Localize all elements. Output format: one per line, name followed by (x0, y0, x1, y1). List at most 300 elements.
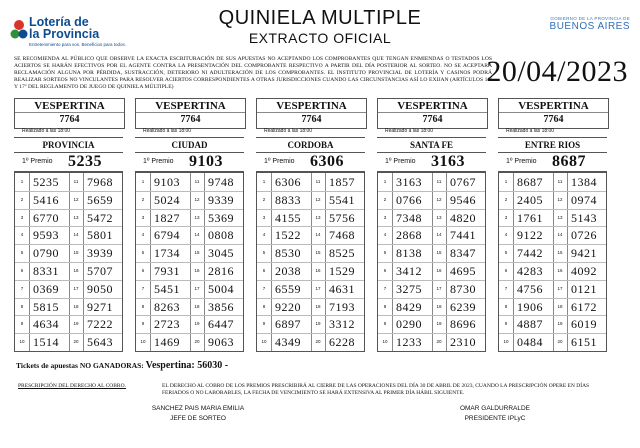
prize-position: 20 (315, 339, 321, 345)
prize-cell (499, 209, 553, 227)
prize-position: 9 (20, 321, 24, 327)
logo-title-line1: Lotería de (29, 15, 89, 29)
prize-number: 0484 (517, 335, 543, 350)
prize-cell (378, 315, 432, 333)
prize-cell (69, 209, 124, 227)
draw-time (506, 128, 554, 134)
prize-number: 8138 (396, 246, 422, 261)
first-prize-value: 9103 (189, 153, 223, 170)
draw-time-label: Realizado a las (385, 128, 420, 134)
prize-position: 18 (436, 303, 442, 309)
first-prize (135, 153, 244, 172)
prize-position: 17 (557, 285, 563, 291)
legal-heading: PRESCRIPCIÓN DEL DERECHO AL COBRO. (18, 383, 126, 389)
draw-time-value: 18:00 (299, 128, 313, 134)
prize-position: 1 (262, 179, 266, 184)
prize-number: 8525 (329, 246, 355, 261)
prize-number: 2868 (396, 228, 422, 243)
prize-number: 3312 (329, 317, 355, 332)
prize-cell (311, 315, 366, 333)
prize-number: 7222 (87, 317, 113, 332)
panel-header (498, 98, 609, 129)
logo-tagline: Entretenimiento para vos. Beneficios para todos. (29, 42, 127, 47)
prize-cell (432, 226, 487, 244)
prize-position: 15 (557, 250, 563, 256)
prize-position: 10 (140, 339, 146, 345)
prize-number: 4820 (450, 210, 476, 225)
prize-number: 5707 (87, 264, 113, 278)
prize-position: 8 (20, 303, 24, 309)
prize-position: 4 (504, 232, 508, 238)
prize-cell (499, 173, 553, 191)
prize-cell (432, 280, 487, 298)
prize-number: 1906 (517, 299, 543, 314)
prize-number: 8530 (275, 246, 301, 261)
prize-cell (257, 262, 311, 280)
draw-number: 7764 (378, 112, 487, 125)
prize-grid (14, 172, 123, 352)
prize-position: 19 (194, 321, 200, 327)
prize-grid (256, 172, 365, 352)
prize-number: 6306 (275, 175, 301, 189)
prize-cell (136, 226, 190, 244)
prize-number: 1233 (396, 335, 422, 350)
prize-cell (15, 173, 69, 191)
prize-cell (311, 191, 366, 209)
first-prize-label: 1º Premio (506, 158, 537, 165)
prize-cell (553, 280, 608, 298)
prize-number: 8347 (450, 246, 476, 261)
prize-cell (190, 226, 245, 244)
prize-cell (432, 191, 487, 209)
government-logo-big: BUENOS AIRES (549, 21, 630, 32)
shift-label: VESPERTINA (276, 100, 347, 112)
prize-number: 9220 (275, 299, 301, 314)
prize-position: 5 (141, 250, 145, 256)
draw-time (22, 128, 70, 134)
prize-position: 19 (436, 321, 442, 327)
province-name: CORDOBA (256, 137, 365, 153)
prize-number: 9050 (87, 281, 113, 296)
prize-number: 4349 (275, 335, 301, 350)
prize-number: 9421 (571, 246, 597, 261)
prize-cell (257, 333, 311, 351)
prize-cell (378, 333, 432, 351)
prize-position: 2 (262, 196, 266, 202)
prize-number: 2310 (450, 335, 476, 350)
prize-position: 8 (504, 303, 508, 309)
prize-position: 10 (19, 339, 25, 345)
first-prize-value: 5235 (68, 153, 102, 170)
prize-position: 7 (504, 285, 508, 291)
unsold-tickets (16, 360, 228, 371)
page-title: QUINIELA MULTIPLE (218, 7, 422, 29)
prize-cell (499, 244, 553, 262)
draw-time-value: 18:00 (420, 128, 434, 134)
signature-right-role: PRESIDENTE IPLyC (464, 415, 526, 422)
prize-cell (257, 209, 311, 227)
prize-cell (190, 315, 245, 333)
prize-number: 7468 (329, 228, 355, 243)
prize-number: 0726 (571, 228, 597, 243)
prize-position: 13 (315, 214, 321, 220)
prize-cell (69, 226, 124, 244)
prize-cell (553, 333, 608, 351)
prize-cell (499, 315, 553, 333)
prize-cell (311, 298, 366, 316)
prize-cell (378, 244, 432, 262)
prize-number: 3939 (87, 246, 113, 261)
prize-number: 7193 (329, 299, 355, 314)
prize-position: 11 (557, 179, 563, 184)
prize-cell (69, 298, 124, 316)
prize-cell (136, 244, 190, 262)
prize-number: 3045 (208, 246, 234, 261)
prize-cell (190, 173, 245, 191)
prize-position: 12 (315, 196, 321, 202)
prize-number: 1469 (154, 335, 180, 350)
prize-cell (499, 191, 553, 209)
panel-entre-rios (492, 98, 610, 352)
prize-number: 5024 (154, 192, 180, 207)
prize-number: 8687 (517, 175, 543, 189)
draw-time-label: Realizado a las (22, 128, 57, 134)
signature-left-name: SANCHEZ PAIS MARIA EMILIA (151, 405, 245, 412)
prize-position: 9 (141, 321, 145, 327)
prize-cell (553, 173, 608, 191)
prize-number: 1529 (329, 264, 355, 278)
prize-number: 0974 (571, 192, 597, 207)
signature-right (425, 404, 565, 424)
panel-header (377, 98, 488, 129)
prize-cell (136, 280, 190, 298)
prize-position: 1 (504, 179, 508, 184)
prize-cell (553, 191, 608, 209)
prize-position: 4 (20, 232, 24, 238)
prize-cell (499, 226, 553, 244)
prize-position: 7 (20, 285, 24, 291)
prize-number: 5472 (87, 210, 113, 225)
prize-grid (377, 172, 486, 352)
prize-position: 20 (73, 339, 79, 345)
prize-position: 13 (436, 214, 442, 220)
prize-position: 6 (383, 268, 387, 273)
prize-position: 12 (73, 196, 79, 202)
prize-cell (432, 244, 487, 262)
panel-header (135, 98, 246, 129)
prize-position: 6 (20, 268, 24, 273)
prize-cell (136, 209, 190, 227)
first-prize (498, 153, 607, 172)
prize-cell (553, 298, 608, 316)
panel-header (256, 98, 367, 129)
prize-number: 6239 (450, 299, 476, 314)
prize-position: 9 (504, 321, 508, 327)
prize-cell (311, 209, 366, 227)
prize-position: 14 (194, 232, 200, 238)
draw-time-label: Realizado a las (506, 128, 541, 134)
prize-cell (257, 280, 311, 298)
prize-number: 4634 (33, 317, 59, 332)
draw-time-value: 18:00 (178, 128, 192, 134)
prize-cell (15, 298, 69, 316)
prize-number: 1827 (154, 210, 180, 225)
prize-cell (257, 191, 311, 209)
prize-number: 0790 (33, 246, 59, 261)
prize-number: 3412 (396, 264, 422, 278)
prize-number: 1761 (517, 210, 543, 225)
draw-time (264, 128, 312, 134)
prize-cell (553, 315, 608, 333)
prize-position: 5 (20, 250, 24, 256)
prize-position: 16 (73, 268, 79, 273)
prize-position: 11 (436, 179, 442, 184)
prize-number: 5643 (87, 335, 113, 350)
prize-number: 7931 (154, 264, 180, 278)
prize-position: 6 (141, 268, 145, 273)
prize-number: 6897 (275, 317, 301, 332)
prize-cell (378, 191, 432, 209)
prize-cell (553, 244, 608, 262)
prize-position: 18 (194, 303, 200, 309)
signature-right-name: OMAR GALDURRALDE (459, 405, 531, 412)
prize-position: 9 (262, 321, 266, 327)
draw-time (143, 128, 191, 134)
prize-number: 8730 (450, 281, 476, 296)
first-prize-label: 1º Premio (143, 158, 174, 165)
prize-cell (553, 262, 608, 280)
prize-position: 9 (383, 321, 387, 327)
prize-position: 3 (20, 214, 24, 220)
prize-number: 3275 (396, 281, 422, 296)
prize-position: 2 (383, 196, 387, 202)
prize-cell (311, 262, 366, 280)
shift-label: VESPERTINA (518, 100, 589, 112)
prize-number: 1522 (275, 228, 301, 243)
prize-cell (190, 191, 245, 209)
prize-cell (15, 280, 69, 298)
prize-position: 17 (73, 285, 79, 291)
prize-number: 0290 (396, 317, 422, 332)
prize-position: 8 (141, 303, 145, 309)
prize-number: 8429 (396, 299, 422, 314)
province-name: SANTA FE (377, 137, 486, 153)
prize-cell (311, 280, 366, 298)
prize-cell (136, 191, 190, 209)
prize-number: 4283 (517, 264, 543, 278)
draw-time-value: 18:00 (57, 128, 71, 134)
prize-position: 16 (315, 268, 321, 273)
prize-number: 7968 (87, 175, 113, 189)
prize-number: 2723 (154, 317, 180, 332)
province-name: ENTRE RIOS (498, 137, 607, 153)
prize-position: 1 (20, 179, 24, 184)
prize-number: 9271 (87, 299, 113, 314)
shift-label: VESPERTINA (155, 100, 226, 112)
prize-position: 3 (504, 214, 508, 220)
prize-number: 4887 (517, 317, 543, 332)
prize-position: 19 (73, 321, 79, 327)
prize-cell (136, 333, 190, 351)
prize-position: 12 (557, 196, 563, 202)
prize-number: 3856 (208, 299, 234, 314)
prize-number: 5235 (33, 175, 59, 189)
prize-number: 4756 (517, 281, 543, 296)
prize-number: 4631 (329, 281, 355, 296)
prize-position: 17 (315, 285, 321, 291)
signature-left (128, 404, 268, 424)
prize-position: 10 (503, 339, 509, 345)
prize-number: 6019 (571, 317, 597, 332)
first-prize-label: 1º Premio (22, 158, 53, 165)
prize-cell (69, 244, 124, 262)
prize-cell (136, 315, 190, 333)
prize-number: 4155 (275, 210, 301, 225)
province-name: CIUDAD (135, 137, 244, 153)
prize-cell (499, 262, 553, 280)
prize-position: 15 (73, 250, 79, 256)
prize-position: 13 (73, 214, 79, 220)
prize-position: 11 (315, 179, 321, 184)
first-prize-value: 8687 (552, 153, 586, 170)
prize-number: 5369 (208, 210, 234, 225)
panel-provincia (8, 98, 126, 352)
prize-cell (257, 226, 311, 244)
prize-cell (499, 333, 553, 351)
prize-number: 4695 (450, 264, 476, 278)
prize-position: 18 (557, 303, 563, 309)
prize-cell (378, 226, 432, 244)
prize-number: 6794 (154, 228, 180, 243)
prize-cell (432, 298, 487, 316)
prize-cell (499, 298, 553, 316)
prize-cell (190, 209, 245, 227)
prize-position: 3 (141, 214, 145, 220)
prize-number: 8833 (275, 192, 301, 207)
prize-number: 5815 (33, 299, 59, 314)
prize-position: 14 (73, 232, 79, 238)
prize-position: 14 (315, 232, 321, 238)
prize-position: 11 (73, 179, 79, 184)
prize-position: 7 (262, 285, 266, 291)
prize-number: 7442 (517, 246, 543, 261)
prize-number: 8696 (450, 317, 476, 332)
prize-number: 8331 (33, 264, 59, 278)
prize-number: 0121 (571, 281, 597, 296)
draw-number: 7764 (257, 112, 366, 125)
prize-number: 5451 (154, 281, 180, 296)
prize-position: 5 (383, 250, 387, 256)
prize-cell (69, 333, 124, 351)
first-prize-value: 6306 (310, 153, 344, 170)
prize-number: 0766 (396, 192, 422, 207)
prize-number: 2816 (208, 264, 234, 278)
logo-title-line2: la Provincia (29, 27, 100, 41)
prize-position: 2 (20, 196, 24, 202)
prize-position: 15 (194, 250, 200, 256)
prize-position: 4 (262, 232, 266, 238)
prize-position: 19 (557, 321, 563, 327)
prize-position: 14 (436, 232, 442, 238)
prize-cell (190, 298, 245, 316)
prize-number: 1384 (571, 175, 597, 189)
prize-position: 10 (261, 339, 267, 345)
panel-cordoba (250, 98, 368, 352)
prize-position: 6 (504, 268, 508, 273)
first-prize-value: 3163 (431, 153, 465, 170)
shift-label: VESPERTINA (397, 100, 468, 112)
prize-cell (378, 298, 432, 316)
prize-number: 2038 (275, 264, 301, 278)
legal-text: EL DERECHO AL COBRO DE LOS PREMIOS PRESCRIBIRÁ AL CIERRE DE LAS OPERACIONES DEL DÍA 30 DE ABRIL DE 2023, CUANDO LA PRESCRIPCIÓN OPERE EN DÍAS FERIADOS O NO LABORABLES, LA FECHA DE VENCIMIENTO SE HARÁ EXTENSIVA AL PRIMER DÍA HÁBIL SIGUIENTE. (162, 383, 590, 396)
prize-cell (69, 315, 124, 333)
prize-cell (499, 280, 553, 298)
prize-number: 5541 (329, 192, 355, 207)
panel-header (14, 98, 125, 129)
prize-cell (69, 280, 124, 298)
prize-cell (136, 298, 190, 316)
prize-position: 15 (315, 250, 321, 256)
prize-number: 1514 (33, 335, 59, 350)
prize-position: 16 (194, 268, 200, 273)
prize-cell (190, 333, 245, 351)
prize-cell (15, 333, 69, 351)
prize-number: 9122 (517, 228, 543, 243)
prize-number: 5004 (208, 281, 234, 296)
prize-number: 5801 (87, 228, 113, 243)
prize-number: 2405 (517, 192, 543, 207)
prize-number: 6770 (33, 210, 59, 225)
first-prize (377, 153, 486, 172)
prize-number: 0808 (208, 228, 234, 243)
prize-number: 6172 (571, 299, 597, 314)
prize-cell (190, 280, 245, 298)
prize-cell (311, 333, 366, 351)
prize-position: 2 (141, 196, 145, 202)
first-prize-label: 1º Premio (264, 158, 295, 165)
prize-cell (311, 244, 366, 262)
prize-position: 4 (383, 232, 387, 238)
prize-position: 13 (557, 214, 563, 220)
prize-cell (553, 226, 608, 244)
prize-number: 7441 (450, 228, 476, 243)
prize-position: 3 (383, 214, 387, 220)
prize-number: 0767 (450, 175, 476, 189)
prize-cell (432, 315, 487, 333)
public-notice: SE RECOMIENDA AL PÚBLICO QUE OBSERVE LA EXACTA ESCRITURACIÓN DE SUS APUESTAS NO ACEPTANDO LOS COMPROBANTES QUE TENGAN ENMIENDAS O TESTADOS LOS ACIERTOS SE HARÁN EFECTIVOS POR EL AGENTE CONTRA LA PRESENTACIÓN DEL COMPROBANTE RESPECTIVO A PARTIR DEL DÍA POSTERIOR AL SORTEO. NO SE ACEPTARÁ RECLAMACIÓN ALGUNA POR PÉRDIDA, SUSTRACCIÓN, DETERIORO NI ADULTERACIÓN DE LOS COMPROBANTES. EL INSTITUTO PROVINCIAL DE LOTERÍA Y CASINOS PODRÁ REALIZAR SORTEOS NO VINCULANTES PARA RESOLVER ACIERTOS CORRESPONDIENTES A OTRAS JURISDICCIONES CUANDO LAS CIRCUNSTANCIAS ASÍ LO EXIJAN (ARTÍCULOS 16º Y 17º DEL REGLAMENTO DE JUEGO DE QUINIELA MÚLTIPLE) (14, 56, 492, 91)
draw-number: 7764 (136, 112, 245, 125)
prize-position: 1 (141, 179, 145, 184)
prize-position: 14 (557, 232, 563, 238)
shift-label: VESPERTINA (34, 100, 105, 112)
draw-time-label: Realizado a las (143, 128, 178, 134)
prize-cell (190, 244, 245, 262)
prize-cell (257, 315, 311, 333)
prize-cell (15, 209, 69, 227)
prize-number: 7348 (396, 210, 422, 225)
prize-cell (432, 262, 487, 280)
prize-number: 5143 (571, 210, 597, 225)
prize-number: 9063 (208, 335, 234, 350)
prize-cell (190, 262, 245, 280)
government-logo (535, 16, 630, 32)
prize-number: 4092 (571, 264, 597, 278)
prize-cell (69, 173, 124, 191)
draw-number: 7764 (15, 112, 124, 125)
prize-cell (311, 226, 366, 244)
prize-position: 4 (141, 232, 145, 238)
prize-position: 12 (194, 196, 200, 202)
